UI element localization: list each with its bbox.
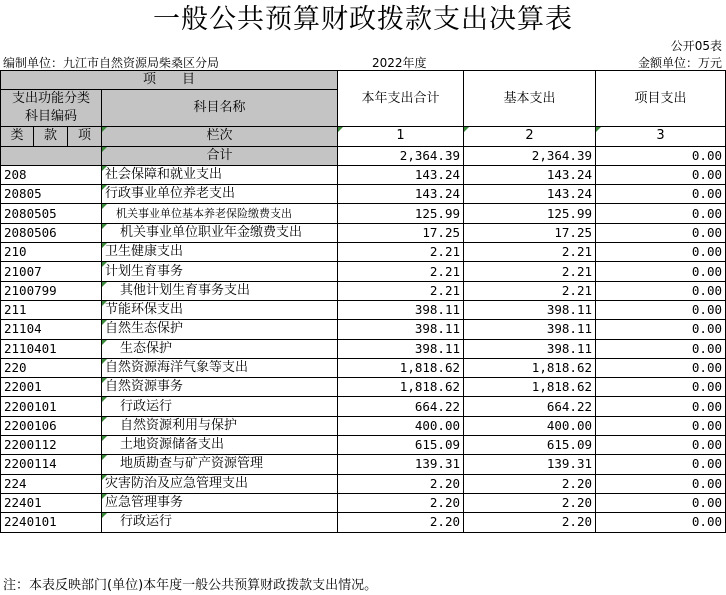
row-total: 2.20 (338, 474, 464, 493)
table-row (1, 185, 726, 204)
row-code: 2110401 (1, 339, 102, 358)
report-title: 一般公共预算财政拨款支出决算表 (153, 4, 573, 35)
row-name: 节能环保支出 (102, 300, 338, 319)
row-basic: 125.99 (464, 204, 596, 223)
row-total: 2.21 (338, 281, 464, 300)
row-code: 22401 (1, 493, 102, 512)
row-name: 其他计划生育事务支出 (102, 281, 338, 300)
table-row (1, 416, 726, 435)
row-project: 0.00 (596, 320, 726, 339)
row-project: 0.00 (596, 436, 726, 455)
total-basic: 2,364.39 (464, 146, 596, 165)
row-project: 0.00 (596, 243, 726, 262)
row-basic: 1,818.62 (464, 358, 596, 377)
row-total: 615.09 (338, 436, 464, 455)
row-project: 0.00 (596, 281, 726, 300)
header-row-1 (1, 71, 726, 90)
row-name: 地质勘查与矿产资源管理 (102, 455, 338, 474)
row-code: 208 (1, 165, 102, 184)
row-basic: 664.22 (464, 397, 596, 416)
row-code: 2080505 (1, 204, 102, 223)
table-row (1, 358, 726, 377)
total-code-cell (1, 146, 102, 165)
row-project: 0.00 (596, 262, 726, 281)
report-year: 2022年度 (372, 56, 427, 70)
table-row (1, 436, 726, 455)
table-row (1, 320, 726, 339)
row-project: 0.00 (596, 493, 726, 512)
row-code: 2080506 (1, 223, 102, 242)
table-row (1, 281, 726, 300)
row-total: 139.31 (338, 455, 464, 474)
row-basic: 2.20 (464, 474, 596, 493)
row-basic: 400.00 (464, 416, 596, 435)
table-row (1, 397, 726, 416)
table-row (1, 455, 726, 474)
row-basic: 1,818.62 (464, 378, 596, 397)
column-index-row (1, 127, 726, 146)
subject-header: 科目名称 (102, 90, 338, 127)
row-code: 20805 (1, 185, 102, 204)
row-name: 应急管理事务 (102, 493, 338, 512)
row-basic: 139.31 (464, 455, 596, 474)
table-row (1, 223, 726, 242)
row-basic: 398.11 (464, 300, 596, 319)
row-code: 2200101 (1, 397, 102, 416)
row-code: 2200106 (1, 416, 102, 435)
row-name: 自然资源事务 (102, 378, 338, 397)
table-row (1, 204, 726, 223)
currency-unit: 金额单位：万元 (637, 56, 722, 70)
row-code: 2200114 (1, 455, 102, 474)
row-name: 机关事业单位职业年金缴费支出 (102, 223, 338, 242)
row-total: 398.11 (338, 320, 464, 339)
row-total: 400.00 (338, 416, 464, 435)
total-label: 合计 (102, 146, 338, 165)
row-total: 1,818.62 (338, 358, 464, 377)
table-row (1, 474, 726, 493)
table-row (1, 493, 726, 512)
row-project: 0.00 (596, 223, 726, 242)
row-code: 21007 (1, 262, 102, 281)
row-name: 卫生健康支出 (102, 243, 338, 262)
row-total: 2.20 (338, 513, 464, 532)
row-name: 行政运行 (102, 513, 338, 532)
row-code: 220 (1, 358, 102, 377)
lei-header: 类 (1, 127, 34, 146)
row-name: 计划生育事务 (102, 262, 338, 281)
table-row (1, 339, 726, 358)
row-basic: 143.24 (464, 185, 596, 204)
row-total: 664.22 (338, 397, 464, 416)
table-row (1, 165, 726, 184)
row-total: 143.24 (338, 185, 464, 204)
row-total: 2.21 (338, 243, 464, 262)
row-name: 土地资源储备支出 (102, 436, 338, 455)
row-name: 机关事业单位基本养老保险缴费支出 (102, 204, 338, 223)
table-row (1, 262, 726, 281)
reporting-unit: 编制单位：九江市自然资源局柴桑区分局 (3, 56, 220, 70)
row-name: 生态保护 (102, 339, 338, 358)
col-label: 栏次 (102, 127, 338, 146)
func-code-header: 支出功能分类 科目编码 (1, 90, 102, 127)
total-amount: 2,364.39 (338, 146, 464, 165)
row-project: 0.00 (596, 416, 726, 435)
project-header: 项目支出 (596, 71, 726, 127)
row-basic: 2.21 (464, 281, 596, 300)
row-basic: 143.24 (464, 165, 596, 184)
row-basic: 2.20 (464, 513, 596, 532)
table-row (1, 243, 726, 262)
row-name: 自然生态保护 (102, 320, 338, 339)
expenditure-table (0, 70, 726, 533)
row-code: 2240101 (1, 513, 102, 532)
row-code: 210 (1, 243, 102, 262)
row-total: 143.24 (338, 165, 464, 184)
row-code: 21104 (1, 320, 102, 339)
row-project: 0.00 (596, 358, 726, 377)
row-basic: 2.21 (464, 243, 596, 262)
row-total: 398.11 (338, 300, 464, 319)
row-project: 0.00 (596, 513, 726, 532)
row-total: 2.21 (338, 262, 464, 281)
row-basic: 398.11 (464, 320, 596, 339)
row-project: 0.00 (596, 455, 726, 474)
row-total: 125.99 (338, 204, 464, 223)
row-name: 自然资源海洋气象等支出 (102, 358, 338, 377)
row-basic: 17.25 (464, 223, 596, 242)
row-project: 0.00 (596, 204, 726, 223)
col-index-1: 1 (338, 127, 464, 146)
row-total: 398.11 (338, 339, 464, 358)
document-number: 公开05表 (670, 39, 722, 53)
row-basic: 2.21 (464, 262, 596, 281)
row-name: 社会保障和就业支出 (102, 165, 338, 184)
row-total: 2.20 (338, 493, 464, 512)
total-project: 0.00 (596, 146, 726, 165)
row-project: 0.00 (596, 378, 726, 397)
row-code: 224 (1, 474, 102, 493)
row-project: 0.00 (596, 165, 726, 184)
row-code: 2100799 (1, 281, 102, 300)
row-project: 0.00 (596, 474, 726, 493)
row-total: 1,818.62 (338, 378, 464, 397)
row-name: 行政运行 (102, 397, 338, 416)
table-row (1, 378, 726, 397)
row-project: 0.00 (596, 300, 726, 319)
total-row (1, 146, 726, 165)
row-name: 行政事业单位养老支出 (102, 185, 338, 204)
col-index-2: 2 (464, 127, 596, 146)
basic-header: 基本支出 (464, 71, 596, 127)
row-code: 22001 (1, 378, 102, 397)
col-index-3: 3 (596, 127, 726, 146)
kuan-header: 款 (34, 127, 68, 146)
row-name: 灾害防治及应急管理支出 (102, 474, 338, 493)
footnote: 注：本表反映部门(单位)本年度一般公共预算财政拨款支出情况。 (3, 578, 378, 593)
item-header: 项 目 (1, 71, 338, 90)
row-total: 17.25 (338, 223, 464, 242)
table-row (1, 513, 726, 532)
table-row (1, 300, 726, 319)
row-basic: 398.11 (464, 339, 596, 358)
row-project: 0.00 (596, 185, 726, 204)
row-basic: 615.09 (464, 436, 596, 455)
row-code: 2200112 (1, 436, 102, 455)
row-project: 0.00 (596, 397, 726, 416)
row-name: 自然资源利用与保护 (102, 416, 338, 435)
row-basic: 2.20 (464, 493, 596, 512)
xiang-header: 项 (68, 127, 102, 146)
row-project: 0.00 (596, 339, 726, 358)
total-header: 本年支出合计 (338, 71, 464, 127)
row-code: 211 (1, 300, 102, 319)
